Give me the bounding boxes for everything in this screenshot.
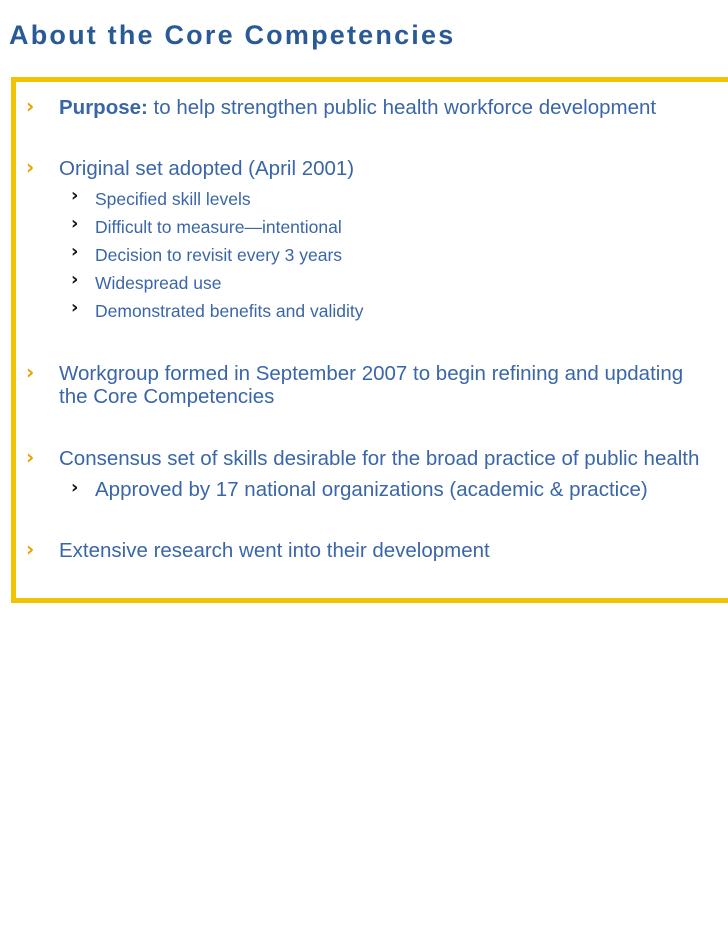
chevron-right-icon: › xyxy=(71,241,79,262)
chevron-right-icon: › xyxy=(26,155,35,179)
chevron-right-icon: › xyxy=(71,269,79,290)
chevron-right-icon: › xyxy=(26,537,35,561)
chevron-right-icon: › xyxy=(71,213,79,234)
bullet-consensus: Consensus set of skills desirable for the broad practice of public health xyxy=(59,447,700,470)
slide-title: About the Core Competencies xyxy=(9,20,456,50)
content-box xyxy=(11,77,728,603)
sub-bullet-widespread: Widespread use xyxy=(95,273,222,293)
sub-bullet-difficult: Difficult to measure—intentional xyxy=(95,217,342,237)
chevron-right-icon: › xyxy=(26,445,35,469)
chevron-right-icon: › xyxy=(26,360,35,384)
bullet-workgroup xyxy=(59,362,683,408)
sub-bullet-benefits: Demonstrated benefits and validity xyxy=(95,301,364,321)
chevron-right-icon: › xyxy=(71,185,79,206)
sub-bullet-revisit: Decision to revisit every 3 years xyxy=(95,245,343,265)
workgroup-line-1: Workgroup formed in September 2007 to begin refining and updating xyxy=(59,362,684,385)
chevron-right-icon: › xyxy=(71,477,79,498)
purpose-label: Purpose: xyxy=(59,96,148,119)
sub-bullet-approved: Approved by 17 national organizations (academic & practice) xyxy=(95,478,648,501)
purpose-text: to help strengthen public health workforce development xyxy=(147,96,657,119)
chevron-right-icon: › xyxy=(71,297,79,318)
bullet-purpose xyxy=(59,96,656,119)
sub-bullet-skill-levels: Specified skill levels xyxy=(95,189,251,209)
bullet-research: Extensive research went into their development xyxy=(59,539,490,562)
workgroup-line-2: the Core Competencies xyxy=(59,385,275,408)
chevron-right-icon: › xyxy=(26,94,35,118)
bullet-original-set: Original set adopted (April 2001) xyxy=(59,157,355,180)
